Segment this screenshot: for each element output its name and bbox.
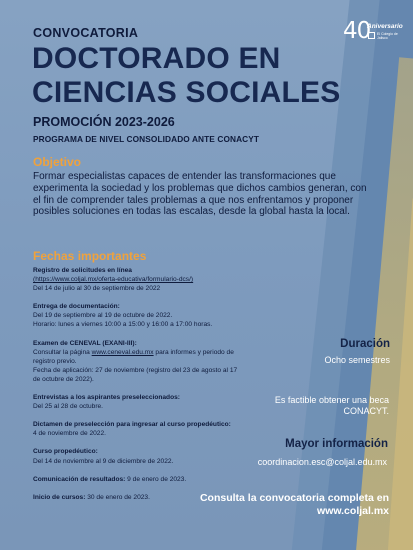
date-label: Dictamen de preselección para ingresar al curso propedéutico: <box>33 421 231 429</box>
title-line-1: DOCTORADO EN <box>32 42 281 75</box>
date-label: Comunicación de resultados: <box>33 475 126 483</box>
beca-text: Es factible obtener una beca CONACYT. <box>274 395 389 416</box>
programa-label: PROGRAMA DE NIVEL CONSOLIDADO ANTE CONACYT <box>33 134 260 144</box>
date-label: Examen de CENEVAL (EXANI-III): <box>33 339 137 347</box>
date-item-entrevistas <box>33 393 243 411</box>
date-value: Del 14 de julio al 30 de septiembre de 2022 <box>33 285 161 293</box>
logo-institution: El Colegio de Jalisco <box>377 32 398 40</box>
dates-list <box>33 266 243 511</box>
info-heading: Mayor información <box>285 438 388 450</box>
consulta-text: Consulta la convocatoria completa en www.coljal.mx <box>199 492 389 517</box>
ceneval-info <box>33 348 243 366</box>
date-value: Del 25 al 28 de octubre. <box>33 403 104 411</box>
fechas-heading: Fechas importantes <box>33 249 147 263</box>
ceneval-link[interactable]: www.ceneval.edu.mx <box>91 348 154 356</box>
contact-email[interactable]: coordinacion.esc@coljal.edu.mx <box>257 457 387 467</box>
registration-form-link[interactable]: (https://www.coljal.mx/oferta-educativa/formulario-dcs/) <box>33 276 194 284</box>
objetivo-heading: Objetivo <box>33 155 82 169</box>
date-label: Curso propedéutico: <box>33 448 98 456</box>
title-line-2: CIENCIAS SOCIALES <box>32 76 341 109</box>
date-item-resultados <box>33 475 243 484</box>
date-value: 9 de enero de 2023. <box>125 475 187 483</box>
date-item-curso <box>33 447 243 465</box>
date-item-entrega <box>33 302 243 329</box>
date-value: 4 de noviembre de 2022. <box>33 430 106 438</box>
institution-mark-icon <box>368 32 375 39</box>
objetivo-text: Formar especialistas capaces de entender las transformaciones que experimenta la sociedad y los problemas que dichos cambios generan, con el fin de comprender tales problemas a que nos enfrentamos y proponer posibles soluciones en todas las escalas, desde la global hasta la local. <box>33 171 367 218</box>
date-item-ceneval <box>33 339 243 384</box>
duracion-heading: Duración <box>340 338 390 350</box>
date-value: 30 de enero de 2023. <box>85 493 150 501</box>
date-item-registro <box>33 266 243 293</box>
date-value: Del 19 de septiembre al 19 de octubre de 2022. <box>33 312 173 320</box>
duracion-text: Ocho semestres <box>324 355 390 365</box>
date-label: Registro de solicitudes en línea <box>33 267 132 274</box>
convocatoria-label: CONVOCATORIA <box>33 26 139 40</box>
schedule-text: Horario: lunes a viernes 10:00 a 15:00 y 16:00 a 17:00 horas. <box>33 321 213 329</box>
logo-number: 40 <box>343 18 371 44</box>
date-item-dictamen <box>33 420 243 438</box>
page-title <box>32 42 372 110</box>
date-label: Inicio de cursos: <box>33 493 86 501</box>
ceneval-date: Fecha de aplicación: 27 de noviembre (registro del 23 de agosto al 17 de octubre de 2022). <box>33 366 238 383</box>
ceneval-post-text: para informes y periodo de registro previo. <box>33 348 234 365</box>
date-label: Entrega de documentación: <box>33 303 120 311</box>
promocion-label: PROMOCIÓN 2023-2026 <box>33 115 175 129</box>
logo-label: Aniversario <box>367 23 403 30</box>
ceneval-pre-text: Consultar la página <box>33 348 92 356</box>
date-label: Entrevistas a los aspirantes preseleccionados: <box>33 394 180 402</box>
date-value: Del 14 de noviembre al 9 de diciembre de 2022. <box>33 457 174 465</box>
